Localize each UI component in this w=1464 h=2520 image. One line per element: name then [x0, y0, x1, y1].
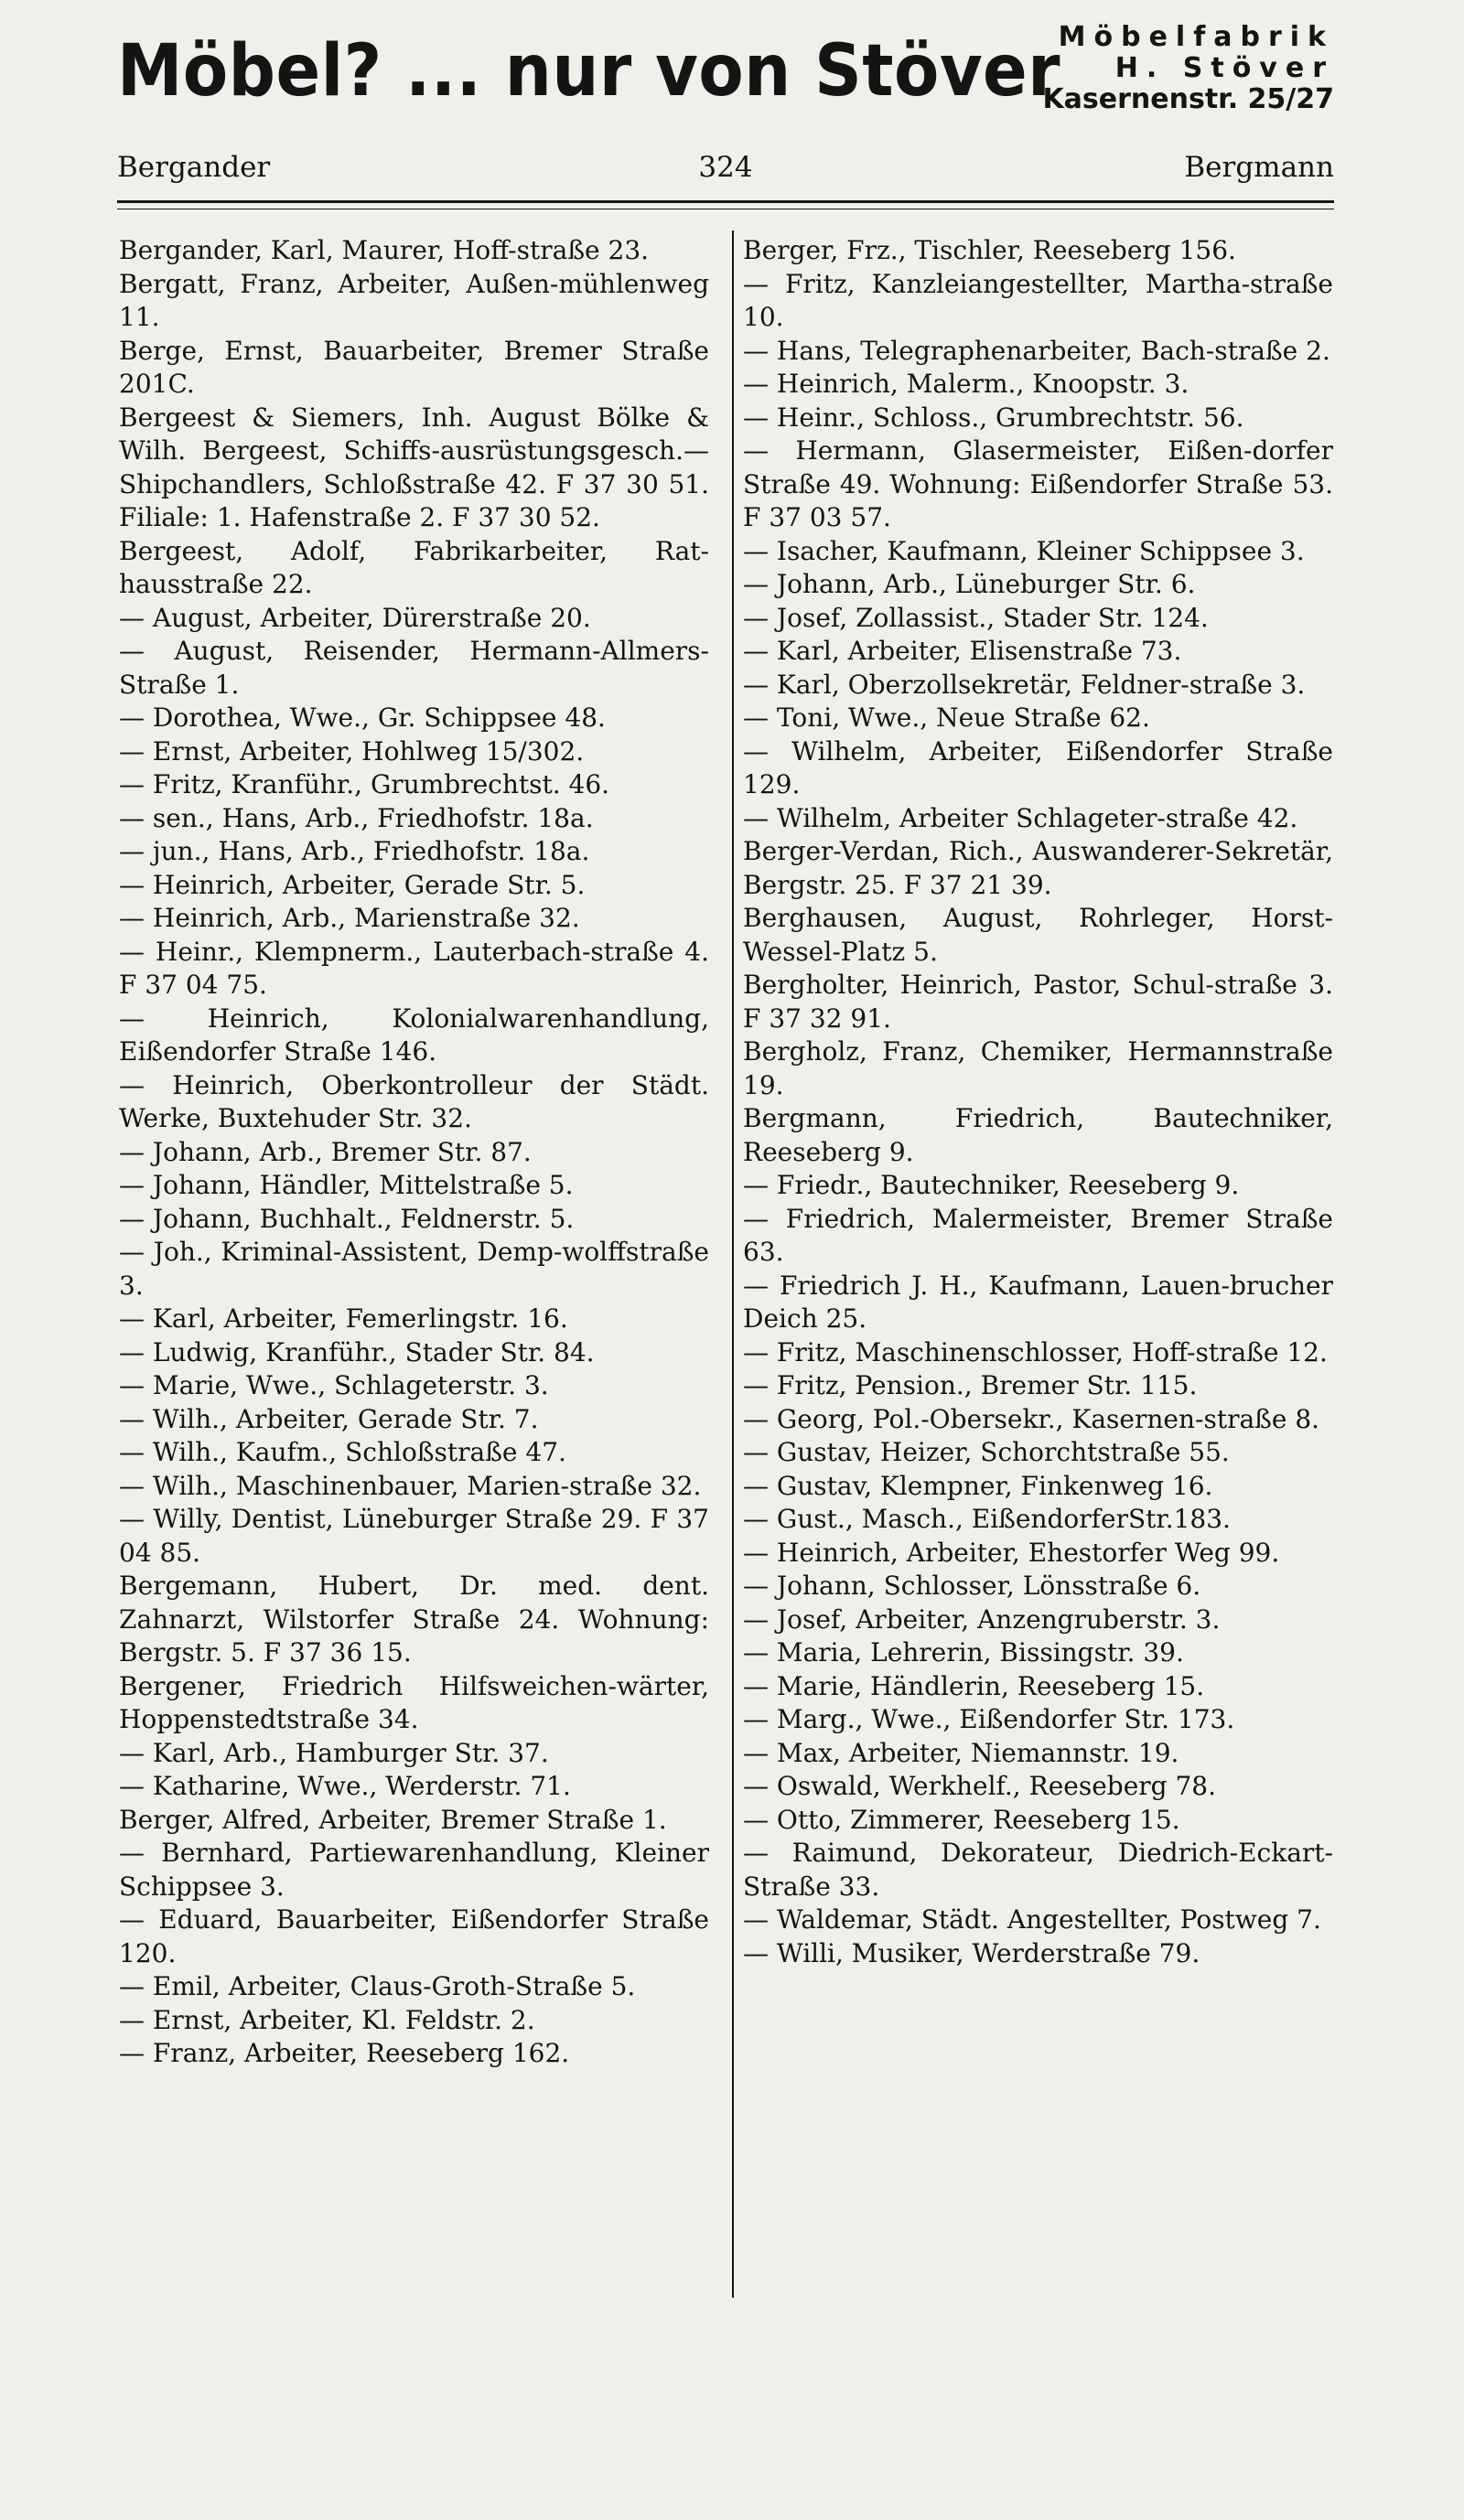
- directory-entry: — Josef, Arbeiter, Anzengruberstr. 3.: [743, 1603, 1221, 1635]
- directory-entry: — Emil, Arbeiter, Claus-Groth-Straße 5.: [119, 1971, 636, 2001]
- directory-entry: Berge, Ernst, Bauarbeiter, Bremer Straße 201C.: [119, 335, 709, 399]
- running-head-first-name: Bergander: [117, 151, 271, 184]
- directory-entry: — Heinrich, Kolonialwarenhandlung, Eißendorfer Straße 146.: [119, 1003, 709, 1067]
- directory-entry: — Fritz, Maschinenschlosser, Hoff-straße 12.: [743, 1336, 1328, 1367]
- directory-entry: — Marie, Händlerin, Reeseberg 15.: [743, 1670, 1205, 1701]
- directory-entry: — Willy, Dentist, Lüneburger Straße 29. F 37 04 85.: [119, 1504, 709, 1568]
- directory-entry: — Gustav, Heizer, Schorchtstraße 55.: [743, 1437, 1230, 1467]
- directory-entry: — Karl, Arbeiter, Elisenstraße 73.: [743, 636, 1182, 666]
- directory-entry: — Ludwig, Kranführ., Stader Str. 84.: [119, 1336, 595, 1367]
- directory-entry: — Toni, Wwe., Neue Straße 62.: [743, 702, 1150, 733]
- directory-entry: — Gustav, Klempner, Finkenweg 16.: [743, 1470, 1213, 1501]
- directory-entry: — Hans, Telegraphenarbeiter, Bach-straße 2.: [743, 335, 1330, 366]
- directory-entry: — Karl, Arbeiter, Femerlingstr. 16.: [119, 1303, 568, 1334]
- directory-entry: — Friedrich, Malermeister, Bremer Straße 63.: [743, 1203, 1333, 1267]
- ad-company-name: Möbelfabrik: [1058, 21, 1334, 53]
- directory-entry: — Katharine, Wwe., Werderstr. 71.: [119, 1771, 571, 1801]
- directory-entry: — Eduard, Bauarbeiter, Eißendorfer Straße 120.: [119, 1904, 709, 1968]
- directory-entry: — Johann, Buchhalt., Feldnerstr. 5.: [119, 1203, 575, 1234]
- directory-entry: — Friedrich J. H., Kaufmann, Lauen-brucher Deich 25.: [743, 1270, 1333, 1334]
- running-head-last-name: Bergmann: [1184, 151, 1334, 184]
- directory-entry: — Johann, Schlosser, Lönsstraße 6.: [743, 1571, 1201, 1601]
- header-rule-thick: [117, 200, 1334, 203]
- directory-entry: Bergmann, Friedrich, Bautechniker, Reeseberg 9.: [743, 1103, 1333, 1167]
- directory-entry: — Franz, Arbeiter, Reeseberg 162.: [119, 2038, 570, 2068]
- directory-entry: — Hermann, Glasermeister, Eißen-dorfer Straße 49. Wohnung: Eißendorfer Straße 53. F 37 03 57.: [743, 435, 1333, 532]
- page-number: 324: [698, 151, 753, 184]
- directory-entry: — Josef, Zollassist., Stader Str. 124.: [743, 602, 1209, 633]
- directory-entry: — Fritz, Pension., Bremer Str. 115.: [743, 1370, 1198, 1400]
- directory-entry: — Ernst, Arbeiter, Kl. Feldstr. 2.: [119, 2004, 535, 2035]
- directory-entry: — Oswald, Werkhelf., Reeseberg 78.: [743, 1771, 1217, 1801]
- ad-company-address: Kasernenstr. 25/27: [1042, 83, 1334, 115]
- directory-entry: — sen., Hans, Arb., Friedhofstr. 18a.: [119, 802, 594, 833]
- directory-entry: — Wilh., Kaufm., Schloßstraße 47.: [119, 1437, 566, 1467]
- directory-entry: Bergener, Friedrich Hilfsweichen-wärter, Hoppenstedtstraße 34.: [119, 1670, 709, 1734]
- directory-entry: — Wilhelm, Arbeiter Schlageter-straße 42.: [743, 802, 1298, 833]
- directory-entry: — Johann, Arb., Bremer Str. 87.: [119, 1136, 532, 1167]
- directory-entry: — Marg., Wwe., Eißendorfer Str. 173.: [743, 1704, 1235, 1734]
- directory-entry: — Waldemar, Städt. Angestellter, Postweg 7.: [743, 1904, 1321, 1935]
- directory-entry: — Marie, Wwe., Schlageterstr. 3.: [119, 1370, 549, 1400]
- directory-entry: — Heinrich, Malerm., Knoopstr. 3.: [743, 369, 1190, 399]
- directory-entry: — Otto, Zimmerer, Reeseberg 15.: [743, 1804, 1180, 1835]
- directory-entry: — Joh., Kriminal-Assistent, Demp-wolffstraße 3.: [119, 1237, 709, 1301]
- directory-entry: — August, Arbeiter, Dürerstraße 20.: [119, 602, 591, 633]
- directory-entry: Bergeest, Adolf, Fabrikarbeiter, Rat-hausstraße 22.: [119, 535, 709, 599]
- directory-entry: — Heinrich, Arbeiter, Gerade Str. 5.: [119, 869, 586, 900]
- ad-company-owner: H. Stöver: [1114, 52, 1334, 84]
- right-column: [743, 234, 1333, 1970]
- directory-entry: Bergholz, Franz, Chemiker, Hermannstraße 19.: [743, 1036, 1333, 1100]
- directory-entry: — Dorothea, Wwe., Gr. Schippsee 48.: [119, 702, 606, 733]
- directory-entry: — Heinrich, Arb., Marienstraße 32.: [119, 903, 580, 933]
- directory-entry: Berger-Verdan, Rich., Auswanderer-Sekretär, Bergstr. 25. F 37 21 39.: [743, 836, 1333, 900]
- directory-entry: Bergeest & Siemers, Inh. August Bölke & Wilh. Bergeest, Schiffs-ausrüstungsgesch.—Shipchandlers, Schloßstraße 42. F 37 30 51. Filiale: 1. Hafenstraße 2. F 37 30 52.: [119, 402, 709, 532]
- directory-entry: — Wilh., Arbeiter, Gerade Str. 7.: [119, 1403, 539, 1434]
- directory-entry: — Friedr., Bautechniker, Reeseberg 9.: [743, 1170, 1240, 1200]
- directory-entry: — jun., Hans, Arb., Friedhofstr. 18a.: [119, 836, 590, 866]
- column-divider: [732, 231, 734, 2298]
- directory-entry: — August, Reisender, Hermann-Allmers-Straße 1.: [119, 636, 709, 700]
- ad-slogan: Möbel? ... nur von Stöver: [117, 30, 1061, 113]
- directory-entry: Bergatt, Franz, Arbeiter, Außen-mühlenweg 11.: [119, 268, 709, 332]
- directory-entry: — Heinrich, Oberkontrolleur der Städt. Werke, Buxtehuder Str. 32.: [119, 1069, 709, 1133]
- running-head: [117, 146, 1334, 188]
- directory-entry: — Fritz, Kranführ., Grumbrechtst. 46.: [119, 769, 610, 799]
- directory-entry: — Gust., Masch., EißendorferStr.183.: [743, 1504, 1231, 1534]
- directory-entry: Berger, Alfred, Arbeiter, Bremer Straße 1.: [119, 1804, 667, 1835]
- directory-entry: — Johann, Arb., Lüneburger Str. 6.: [743, 569, 1196, 599]
- directory-entry: Bergemann, Hubert, Dr. med. dent. Zahnarzt, Wilstorfer Straße 24. Wohnung: Bergstr. 5. F 37 36 15.: [119, 1571, 709, 1667]
- directory-entry: — Wilh., Maschinenbauer, Marien-straße 32.: [119, 1470, 702, 1501]
- directory-entry: — Karl, Arb., Hamburger Str. 37.: [119, 1737, 549, 1768]
- left-column: [119, 234, 709, 2071]
- advertisement-banner: [117, 18, 1334, 128]
- directory-entry: — Heinr., Schloss., Grumbrechtstr. 56.: [743, 402, 1244, 433]
- directory-entry: — Fritz, Kanzleiangestellter, Martha-straße 10.: [743, 268, 1333, 332]
- directory-entry: Bergander, Karl, Maurer, Hoff-straße 23.: [119, 235, 650, 265]
- directory-entry: Berghausen, August, Rohrleger, Horst-Wessel-Platz 5.: [743, 903, 1333, 967]
- directory-entry: — Isacher, Kaufmann, Kleiner Schippsee 3.: [743, 535, 1305, 566]
- directory-entry: — Wilhelm, Arbeiter, Eißendorfer Straße 129.: [743, 735, 1333, 799]
- directory-entry: — Georg, Pol.-Obersekr., Kasernen-straße 8.: [743, 1403, 1320, 1434]
- directory-entry: — Willi, Musiker, Werderstraße 79.: [743, 1937, 1200, 1968]
- directory-entry: — Heinr., Klempnerm., Lauterbach-straße 4. F 37 04 75.: [119, 936, 709, 1000]
- directory-entry: — Max, Arbeiter, Niemannstr. 19.: [743, 1737, 1179, 1768]
- directory-entry: — Karl, Oberzollsekretär, Feldner-straße 3.: [743, 669, 1306, 700]
- directory-entry: — Johann, Händler, Mittelstraße 5.: [119, 1170, 574, 1200]
- directory-entry: — Ernst, Arbeiter, Hohlweg 15/302.: [119, 735, 585, 767]
- directory-entry: — Heinrich, Arbeiter, Ehestorfer Weg 99.: [743, 1537, 1280, 1568]
- directory-entry: Berger, Frz., Tischler, Reeseberg 156.: [743, 235, 1236, 265]
- ad-company-block: [1032, 22, 1334, 115]
- directory-entry: Bergholter, Heinrich, Pastor, Schul-straße 3. F 37 32 91.: [743, 970, 1333, 1034]
- directory-entry: — Bernhard, Partiewarenhandlung, Kleiner Schippsee 3.: [119, 1838, 709, 1902]
- directory-entry: — Raimund, Dekorateur, Diedrich-Eckart-Straße 33.: [743, 1838, 1333, 1902]
- directory-entry: — Maria, Lehrerin, Bissingstr. 39.: [743, 1637, 1184, 1667]
